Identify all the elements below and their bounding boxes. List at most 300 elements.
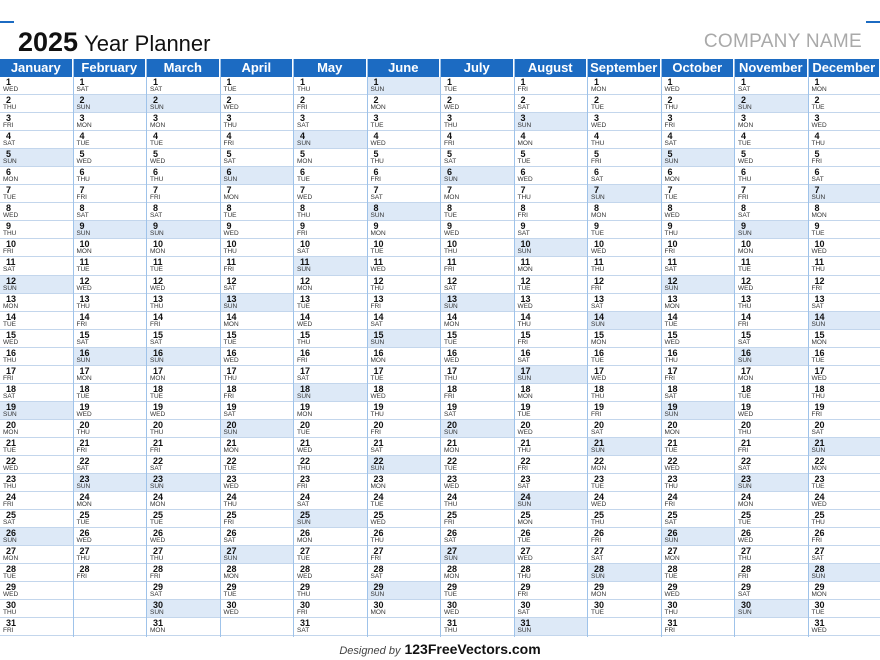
- weekday-label: SAT: [664, 519, 677, 527]
- day-cell: [515, 600, 588, 618]
- weekday-label: THU: [150, 428, 164, 436]
- day-cell: [735, 330, 808, 348]
- weekday-label: WED: [811, 374, 827, 382]
- day-number: 5: [447, 149, 453, 160]
- weekday-label: MON: [370, 609, 386, 617]
- day-cell: [441, 95, 514, 113]
- planner-title: [18, 27, 210, 58]
- day-cell: [74, 149, 147, 167]
- day-number: 18: [153, 383, 164, 394]
- weekday-label: SUN: [738, 104, 752, 112]
- day-number: 11: [594, 257, 604, 268]
- day-cell: [515, 420, 588, 438]
- weekday-label: SUN: [738, 356, 752, 364]
- day-cell: [735, 564, 808, 582]
- day-cell: [441, 474, 514, 492]
- day-number: 13: [667, 293, 678, 304]
- day-cell: [735, 312, 808, 330]
- weekday-label: THU: [223, 248, 237, 256]
- day-number: 12: [300, 275, 311, 286]
- weekday-label: TUE: [444, 212, 457, 220]
- day-cell: [0, 546, 73, 564]
- day-cell: [294, 167, 367, 185]
- weekday-label: WED: [664, 212, 680, 220]
- day-number: 8: [79, 203, 85, 214]
- day-number: 15: [226, 329, 237, 340]
- weekday-label: TUE: [3, 320, 16, 328]
- day-cell: [0, 167, 73, 185]
- month-column-january: [0, 59, 74, 637]
- day-number: 27: [226, 546, 237, 557]
- month-column-november: [735, 59, 809, 637]
- day-cell: [74, 456, 147, 474]
- weekday-label: MON: [738, 122, 754, 130]
- weekday-label: TUE: [738, 140, 751, 148]
- weekday-label: WED: [3, 212, 19, 220]
- day-number: 7: [667, 185, 673, 196]
- weekday-label: FRI: [811, 158, 822, 166]
- day-cell: [515, 456, 588, 474]
- month-days: [515, 77, 588, 637]
- day-cell: [809, 257, 880, 275]
- day-cell: [147, 203, 220, 221]
- day-number: 15: [79, 329, 90, 340]
- month-days: [735, 77, 808, 637]
- weekday-label: SAT: [517, 356, 530, 364]
- day-cell: [368, 149, 441, 167]
- weekday-label: MON: [76, 501, 92, 509]
- day-cell: [809, 95, 880, 113]
- day-cell: [368, 384, 441, 402]
- weekday-label: SUN: [370, 338, 385, 346]
- day-number: 12: [79, 275, 90, 286]
- weekday-label: SAT: [591, 302, 604, 310]
- day-cell: [809, 582, 880, 600]
- day-cell: [441, 312, 514, 330]
- day-number: 3: [79, 113, 85, 124]
- day-number: 29: [300, 582, 311, 593]
- weekday-label: THU: [517, 320, 531, 328]
- day-cell: [662, 384, 735, 402]
- weekday-label: TUE: [664, 320, 678, 328]
- weekday-label: THU: [664, 230, 678, 238]
- day-cell: [809, 221, 880, 239]
- day-cell: [441, 294, 514, 312]
- month-days: [147, 77, 220, 637]
- weekday-label: WED: [591, 248, 607, 256]
- weekday-label: THU: [370, 158, 384, 166]
- day-number: 5: [814, 149, 820, 160]
- day-number: 16: [6, 347, 17, 358]
- day-number: 14: [814, 311, 825, 322]
- weekday-label: SAT: [150, 86, 163, 93]
- day-cell: [662, 95, 735, 113]
- day-number: 16: [300, 347, 311, 358]
- weekday-label: FRI: [811, 410, 822, 418]
- day-cell: [588, 203, 661, 221]
- day-number: 22: [447, 455, 458, 466]
- weekday-label: THU: [444, 501, 458, 509]
- day-number: 18: [520, 383, 531, 394]
- day-cell: [588, 257, 661, 275]
- day-cell: [809, 348, 880, 366]
- weekday-label: SUN: [150, 356, 164, 364]
- weekday-label: FRI: [297, 356, 308, 364]
- day-number: 21: [226, 437, 237, 448]
- month-header: December: [809, 59, 880, 77]
- day-cell: [147, 366, 220, 384]
- weekday-label: FRI: [444, 392, 455, 400]
- day-cell: [735, 77, 808, 95]
- day-number: 3: [594, 113, 600, 124]
- day-number: 11: [226, 257, 237, 268]
- day-cell: [368, 510, 441, 528]
- day-cell: [662, 438, 735, 456]
- planner-title-text: Year Planner: [84, 31, 211, 56]
- day-number: 23: [300, 474, 311, 485]
- day-cell: [809, 528, 880, 546]
- weekday-label: SUN: [223, 428, 238, 436]
- day-number: 13: [153, 293, 164, 304]
- day-cell: [0, 474, 73, 492]
- day-number: 3: [226, 113, 232, 124]
- weekday-label: THU: [517, 446, 531, 454]
- weekday-label: FRI: [738, 573, 749, 581]
- weekday-label: SUN: [811, 573, 826, 581]
- day-cell: [662, 564, 735, 582]
- day-number: 6: [814, 167, 820, 178]
- weekday-label: WED: [223, 230, 239, 238]
- day-cell: [662, 510, 735, 528]
- day-number: 30: [594, 600, 605, 611]
- day-cell: [221, 582, 294, 600]
- weekday-label: WED: [811, 501, 827, 509]
- weekday-label: SUN: [664, 284, 679, 292]
- weekday-label: SAT: [76, 338, 89, 346]
- day-number: 22: [373, 455, 384, 466]
- day-number: 21: [300, 437, 311, 448]
- day-cell: [368, 257, 441, 275]
- day-number: 26: [741, 528, 752, 539]
- day-number: 31: [447, 618, 458, 629]
- day-cell: [294, 456, 367, 474]
- weekday-label: WED: [3, 591, 19, 599]
- month-header: February: [74, 59, 147, 77]
- day-number: 27: [814, 546, 825, 557]
- day-number: 3: [814, 113, 820, 124]
- day-number: 24: [153, 492, 164, 503]
- day-number: 18: [300, 383, 311, 394]
- weekday-label: TUE: [370, 374, 384, 382]
- day-cell: [294, 348, 367, 366]
- weekday-label: TUE: [297, 302, 310, 310]
- day-number: 8: [594, 203, 600, 214]
- day-number: 1: [153, 77, 159, 87]
- weekday-label: THU: [444, 374, 458, 382]
- weekday-label: THU: [811, 519, 825, 527]
- day-number: 7: [6, 185, 12, 196]
- day-number: 11: [6, 257, 16, 268]
- day-number: 2: [79, 95, 85, 106]
- day-number: 12: [447, 275, 458, 286]
- weekday-label: SUN: [3, 537, 17, 545]
- day-number: 28: [667, 564, 678, 575]
- day-cell: [368, 600, 441, 618]
- day-number: 23: [741, 474, 752, 485]
- day-cell: [147, 149, 220, 167]
- weekday-label: THU: [664, 483, 678, 491]
- weekday-label: MON: [517, 519, 533, 527]
- weekday-label: SUN: [3, 284, 17, 292]
- weekday-label: SUN: [664, 410, 679, 418]
- weekday-label: FRI: [591, 158, 602, 166]
- day-cell: [735, 203, 808, 221]
- day-cell: [515, 528, 588, 546]
- month-days: [588, 77, 661, 637]
- weekday-label: SUN: [444, 428, 458, 436]
- weekday-label: SAT: [738, 86, 751, 93]
- day-cell: [662, 474, 735, 492]
- day-cell: [0, 420, 73, 438]
- day-number: 25: [226, 510, 237, 521]
- day-number: 11: [153, 257, 163, 268]
- day-number: 4: [79, 131, 85, 142]
- weekday-label: SAT: [738, 591, 751, 599]
- day-number: 10: [814, 239, 825, 250]
- day-cell: [515, 402, 588, 420]
- day-cell: [735, 149, 808, 167]
- day-number: 11: [741, 257, 751, 268]
- day-number: 5: [741, 149, 747, 160]
- weekday-label: TUE: [370, 248, 384, 256]
- weekday-label: THU: [517, 573, 531, 581]
- weekday-label: SAT: [3, 266, 16, 274]
- day-cell: [441, 582, 514, 600]
- day-number: 6: [153, 167, 159, 178]
- weekday-label: THU: [76, 555, 90, 563]
- day-cell: [441, 402, 514, 420]
- day-cell: [0, 149, 73, 167]
- day-cell: [809, 185, 880, 203]
- weekday-label: WED: [444, 230, 460, 238]
- weekday-label: SAT: [297, 501, 310, 509]
- day-cell: [368, 402, 441, 420]
- day-number: 24: [373, 492, 384, 503]
- day-cell: [588, 330, 661, 348]
- weekday-label: MON: [811, 86, 827, 93]
- weekday-label: SAT: [517, 104, 530, 112]
- day-cell: [221, 239, 294, 257]
- day-cell: [809, 294, 880, 312]
- month-header: October: [662, 59, 735, 77]
- day-number: 24: [226, 492, 237, 503]
- weekday-label: FRI: [3, 501, 14, 509]
- day-number: 5: [520, 149, 526, 160]
- weekday-label: THU: [591, 519, 605, 527]
- day-number: 4: [447, 131, 453, 142]
- day-cell: [735, 528, 808, 546]
- day-cell: [588, 77, 661, 95]
- day-number: 10: [6, 239, 17, 250]
- weekday-label: SAT: [811, 176, 824, 184]
- day-number: 31: [814, 618, 825, 629]
- day-number: 13: [447, 293, 458, 304]
- weekday-label: SAT: [370, 194, 383, 202]
- day-number: 29: [667, 582, 678, 593]
- day-cell: [74, 257, 147, 275]
- weekday-label: SUN: [811, 320, 826, 328]
- day-cell: [221, 221, 294, 239]
- day-number: 15: [520, 329, 531, 340]
- weekday-label: MON: [223, 194, 239, 202]
- weekday-label: THU: [811, 140, 825, 148]
- day-number: 28: [447, 564, 458, 575]
- weekday-label: TUE: [150, 140, 163, 148]
- weekday-label: TUE: [76, 140, 90, 148]
- day-number: 24: [667, 492, 678, 503]
- day-number: 4: [226, 131, 232, 142]
- weekday-label: THU: [664, 609, 678, 617]
- day-number: 25: [300, 510, 311, 521]
- weekday-label: THU: [664, 104, 678, 112]
- designed-by-label: Designed by: [339, 645, 401, 657]
- day-cell: [441, 276, 514, 294]
- day-cell: [662, 582, 735, 600]
- day-number: 29: [520, 582, 531, 593]
- day-cell: [441, 618, 514, 636]
- day-number: 28: [153, 564, 164, 575]
- empty-day-cell: [221, 618, 294, 636]
- day-number: 28: [300, 564, 311, 575]
- day-number: 15: [6, 329, 17, 340]
- day-number: 15: [373, 329, 384, 340]
- day-cell: [368, 167, 441, 185]
- day-cell: [588, 294, 661, 312]
- day-number: 18: [814, 383, 825, 394]
- day-cell: [662, 239, 735, 257]
- day-cell: [147, 582, 220, 600]
- weekday-label: FRI: [3, 122, 14, 130]
- day-number: 12: [814, 275, 825, 286]
- day-number: 25: [373, 510, 384, 521]
- day-cell: [294, 582, 367, 600]
- day-cell: [221, 366, 294, 384]
- weekday-label: MON: [150, 627, 166, 635]
- month-days: [368, 77, 441, 637]
- day-cell: [588, 366, 661, 384]
- day-number: 22: [6, 455, 17, 466]
- weekday-label: TUE: [591, 609, 604, 617]
- day-cell: [74, 312, 147, 330]
- day-cell: [809, 366, 880, 384]
- weekday-label: TUE: [223, 212, 237, 220]
- weekday-label: SUN: [517, 374, 532, 382]
- weekday-label: FRI: [3, 248, 14, 256]
- day-cell: [74, 492, 147, 510]
- day-number: 8: [741, 203, 747, 214]
- day-number: 6: [300, 167, 306, 178]
- weekday-label: THU: [223, 501, 237, 509]
- day-cell: [147, 312, 220, 330]
- day-cell: [441, 203, 514, 221]
- day-cell: [0, 438, 73, 456]
- day-cell: [588, 149, 661, 167]
- weekday-label: FRI: [664, 627, 675, 635]
- day-cell: [221, 185, 294, 203]
- day-number: 13: [6, 293, 17, 304]
- day-number: 2: [814, 95, 820, 106]
- day-cell: [735, 582, 808, 600]
- weekday-label: FRI: [444, 140, 455, 148]
- day-cell: [735, 402, 808, 420]
- weekday-label: WED: [223, 609, 239, 617]
- weekday-label: WED: [76, 537, 92, 545]
- day-number: 8: [814, 203, 820, 214]
- day-number: 1: [520, 77, 526, 87]
- weekday-label: FRI: [223, 266, 234, 274]
- day-number: 21: [520, 437, 531, 448]
- day-cell: [74, 113, 147, 131]
- day-cell: [294, 257, 367, 275]
- weekday-label: TUE: [811, 230, 825, 238]
- day-number: 21: [6, 437, 17, 448]
- weekday-label: SAT: [517, 609, 530, 617]
- day-number: 16: [226, 347, 237, 358]
- month-header: August: [515, 59, 588, 77]
- weekday-label: WED: [811, 248, 827, 256]
- day-number: 12: [667, 275, 678, 286]
- day-number: 9: [300, 221, 306, 232]
- day-number: 17: [594, 365, 605, 376]
- weekday-label: FRI: [811, 284, 822, 292]
- day-number: 6: [667, 167, 673, 178]
- day-cell: [662, 113, 735, 131]
- day-cell: [588, 95, 661, 113]
- weekday-label: MON: [150, 374, 166, 382]
- day-cell: [147, 348, 220, 366]
- month-header: January: [0, 59, 73, 77]
- day-number: 27: [79, 546, 90, 557]
- day-number: 15: [667, 329, 678, 340]
- day-number: 18: [226, 383, 237, 394]
- weekday-label: MON: [150, 122, 166, 130]
- day-cell: [441, 528, 514, 546]
- weekday-label: FRI: [150, 194, 161, 202]
- weekday-label: SUN: [297, 392, 311, 400]
- day-number: 6: [6, 167, 12, 178]
- weekday-label: SAT: [223, 537, 236, 545]
- day-cell: [221, 203, 294, 221]
- weekday-label: WED: [517, 176, 533, 184]
- day-cell: [588, 600, 661, 618]
- day-number: 3: [667, 113, 673, 124]
- month-column-march: [147, 59, 221, 637]
- day-cell: [662, 546, 735, 564]
- day-cell: [147, 384, 220, 402]
- day-cell: [294, 438, 367, 456]
- day-number: 4: [6, 131, 12, 142]
- day-number: 27: [153, 546, 164, 557]
- day-number: 21: [667, 437, 678, 448]
- day-number: 3: [373, 113, 379, 124]
- day-number: 25: [667, 510, 678, 521]
- day-cell: [0, 294, 73, 312]
- day-number: 7: [153, 185, 159, 196]
- weekday-label: FRI: [223, 140, 234, 148]
- weekday-label: MON: [76, 374, 92, 382]
- day-number: 26: [300, 528, 311, 539]
- day-number: 3: [447, 113, 453, 124]
